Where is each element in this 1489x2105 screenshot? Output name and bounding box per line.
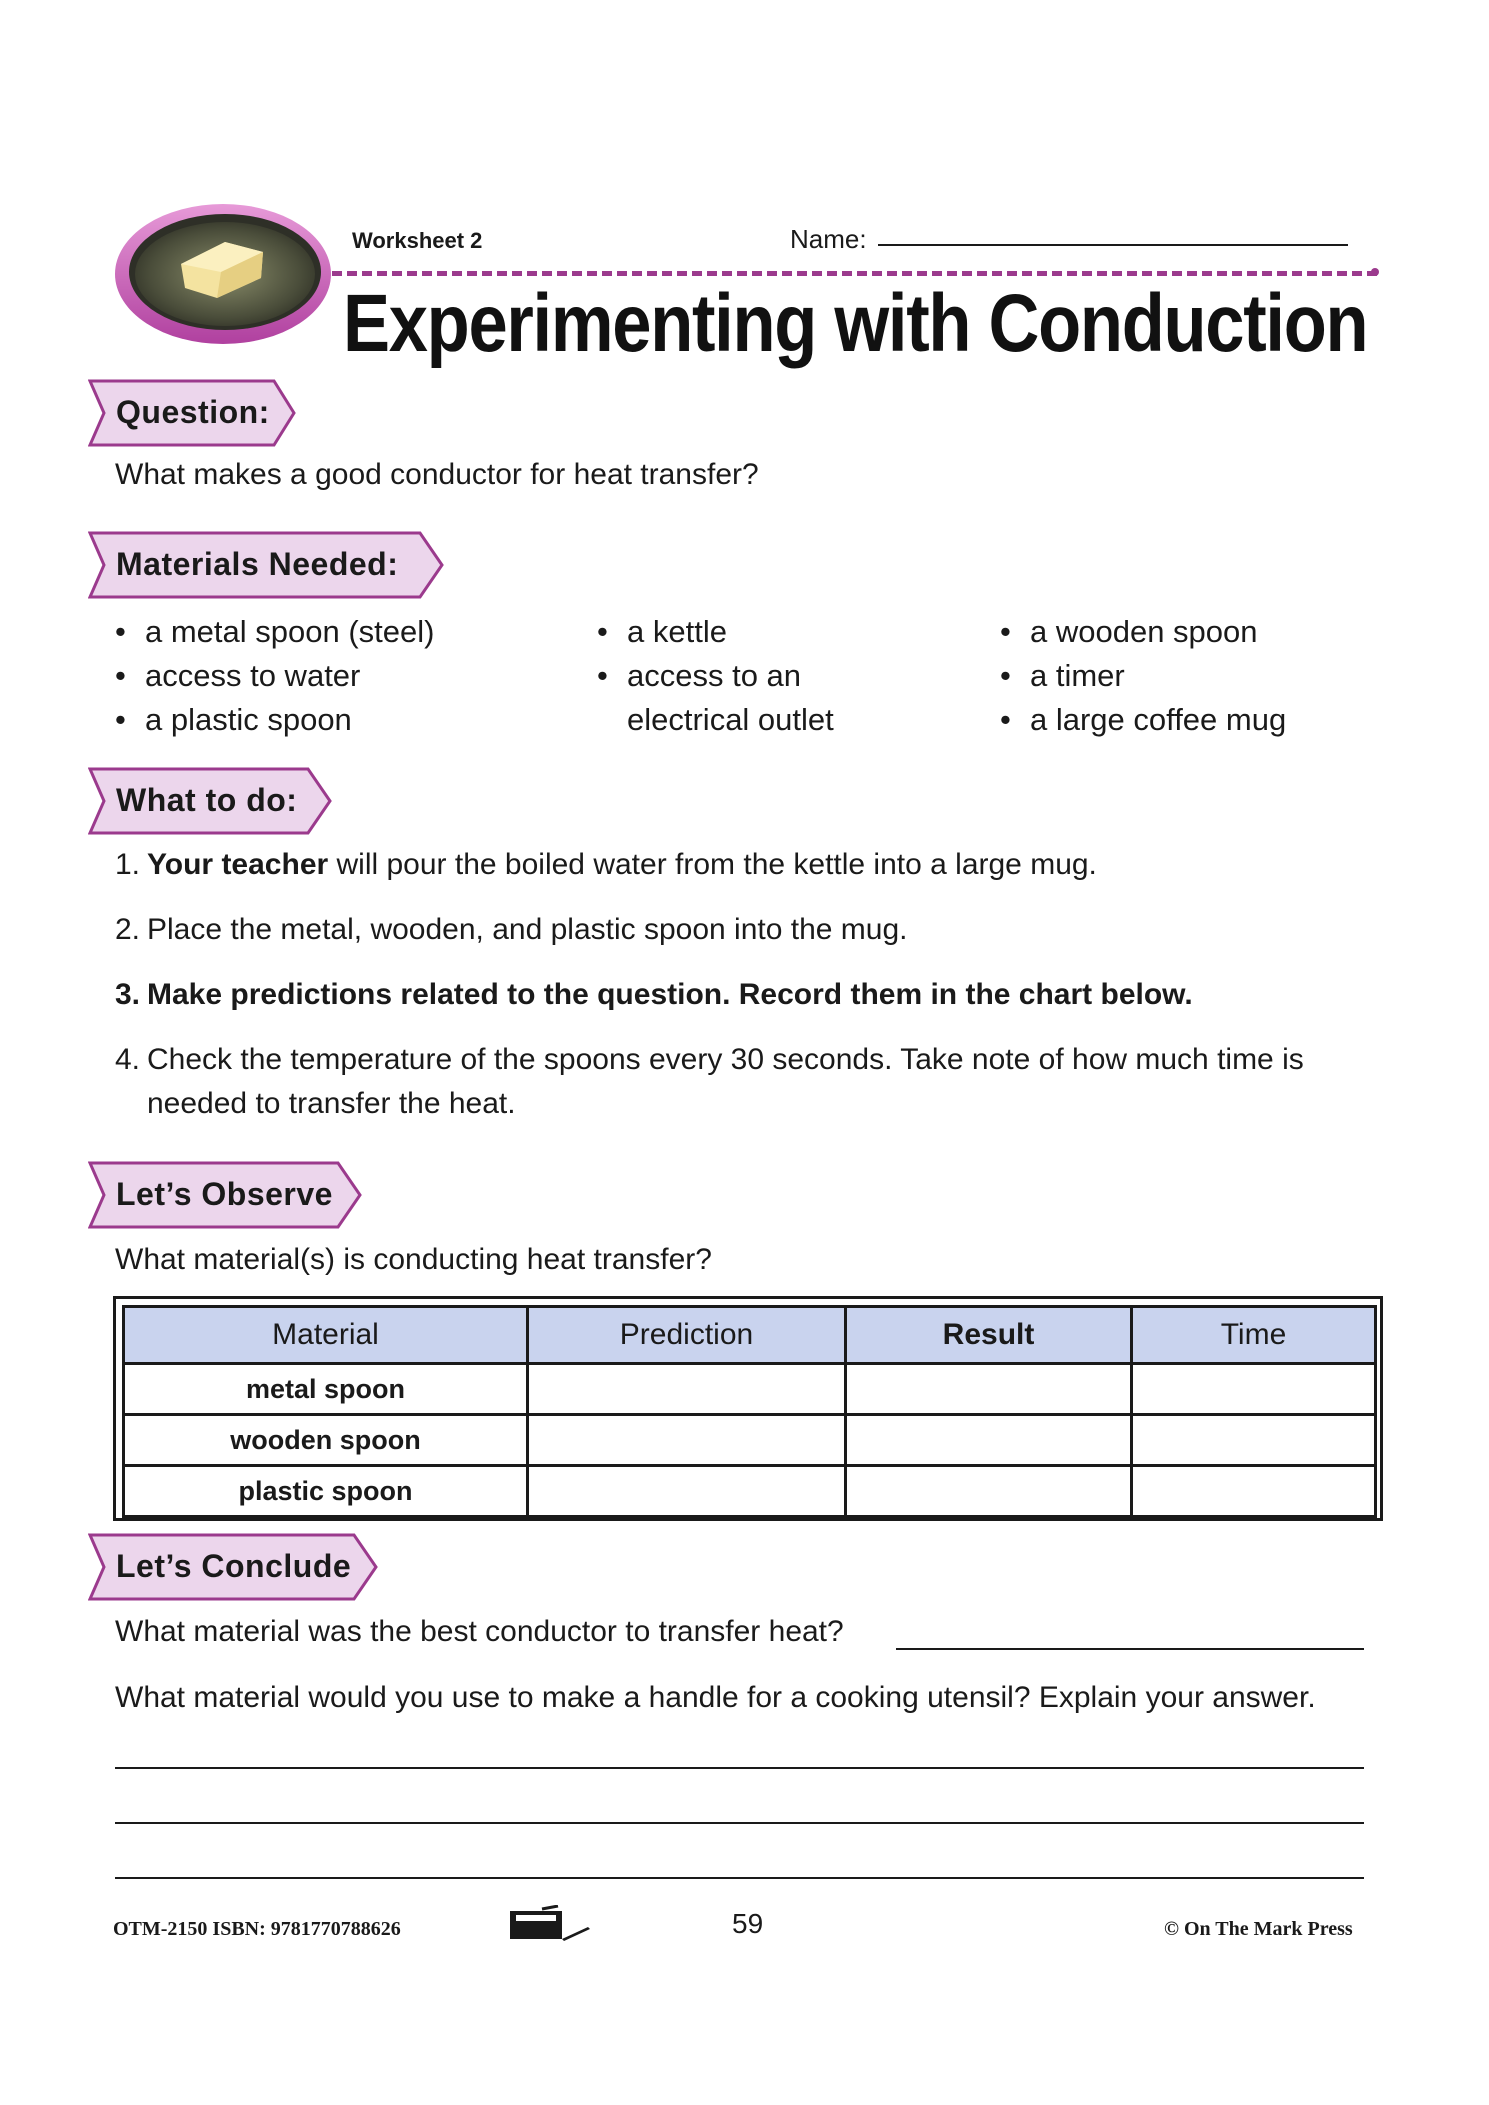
answer-line-1[interactable] (896, 1648, 1364, 1650)
list-item: • a metal spoon (steel) (115, 614, 435, 649)
prediction-cell[interactable] (528, 1364, 846, 1415)
time-cell[interactable] (1132, 1364, 1376, 1415)
question-text: What makes a good conductor for heat transfer? (115, 458, 759, 491)
materials-column-1 (115, 610, 434, 742)
step-2: 2. Place the metal, wooden, and plastic spoon into the mug. (115, 913, 908, 946)
page-title: Experimenting with Conduction (343, 278, 1368, 369)
observe-heading: Let’s Observe (116, 1176, 333, 1212)
column-header-result: Result (846, 1307, 1132, 1364)
list-item: • access to an (597, 658, 802, 693)
list-item: • a kettle (597, 614, 727, 649)
footer-copyright: © On The Mark Press (1164, 1918, 1353, 1940)
question-heading: Question: (116, 394, 270, 430)
conclude-question-2: What material would you use to make a handle for a cooking utensil? Explain your answer. (115, 1681, 1316, 1714)
name-label: Name: (790, 224, 867, 254)
list-item: • access to water (115, 658, 361, 693)
divider-dot (1371, 268, 1379, 276)
name-field[interactable] (878, 244, 1348, 246)
answer-line-4[interactable] (115, 1877, 1364, 1879)
observation-table (113, 1296, 1383, 1521)
materials-column-2 (597, 610, 834, 742)
list-item: • a large coffee mug (1000, 702, 1287, 737)
butter-pan-image (113, 202, 335, 350)
material-cell: metal spoon (124, 1364, 528, 1415)
materials-column-3 (1000, 610, 1286, 742)
prediction-cell[interactable] (528, 1466, 846, 1517)
time-cell[interactable] (1132, 1466, 1376, 1517)
table-row (124, 1364, 1376, 1415)
table-row (124, 1466, 1376, 1517)
conclude-heading-tab (88, 1532, 380, 1602)
list-item: • a wooden spoon (1000, 614, 1258, 649)
column-header-time: Time (1132, 1307, 1376, 1364)
footer-isbn: OTM-2150 ISBN: 9781770788626 (113, 1918, 401, 1940)
observe-prompt: What material(s) is conducting heat transfer? (115, 1243, 712, 1276)
list-item: • a plastic spoon (115, 702, 352, 737)
material-cell: wooden spoon (124, 1415, 528, 1466)
materials-heading: Materials Needed: (116, 546, 399, 582)
observe-heading-tab (88, 1160, 364, 1230)
materials-heading-tab (88, 530, 446, 600)
page-number: 59 (732, 1908, 764, 1939)
worksheet-label: Worksheet 2 (352, 228, 483, 253)
conclude-question-1: What material was the best conductor to transfer heat? (115, 1615, 844, 1648)
table-header-row (124, 1307, 1376, 1364)
list-item: • a timer (1000, 658, 1125, 693)
answer-line-3[interactable] (115, 1822, 1364, 1824)
step-1: 1. Your teacher will pour the boiled water from the kettle into a large mug. (115, 848, 1097, 881)
result-cell[interactable] (846, 1364, 1132, 1415)
step-4-continuation: needed to transfer the heat. (147, 1087, 516, 1120)
question-heading-tab (88, 378, 298, 448)
column-header-prediction: Prediction (528, 1307, 846, 1364)
step-4: 4. Check the temperature of the spoons every 30 seconds. Take note of how much time is (115, 1043, 1304, 1076)
header-divider (332, 271, 1377, 276)
table-row (124, 1415, 1376, 1466)
result-cell[interactable] (846, 1466, 1132, 1517)
step-3: 3. Make predictions related to the question. Record them in the chart below. (115, 978, 1193, 1011)
answer-line-2[interactable] (115, 1767, 1364, 1769)
computer-icon (508, 1905, 592, 1945)
time-cell[interactable] (1132, 1415, 1376, 1466)
column-header-material: Material (124, 1307, 528, 1364)
result-cell[interactable] (846, 1415, 1132, 1466)
what-to-do-heading-tab (88, 766, 334, 836)
prediction-cell[interactable] (528, 1415, 846, 1466)
conclude-heading: Let’s Conclude (116, 1548, 352, 1584)
material-cell: plastic spoon (124, 1466, 528, 1517)
list-item-continuation: electrical outlet (627, 702, 834, 737)
what-to-do-heading: What to do: (116, 782, 298, 818)
